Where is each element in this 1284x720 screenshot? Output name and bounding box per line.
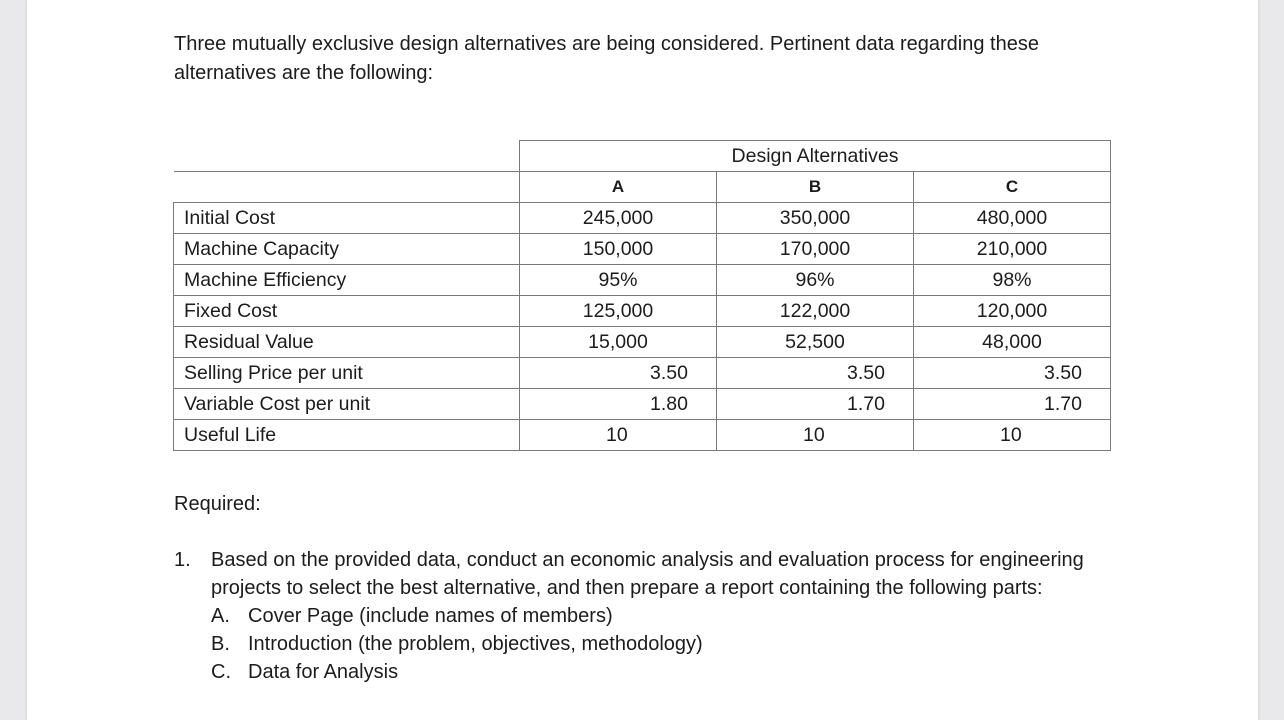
- task-number: 1.: [174, 549, 191, 571]
- cell-a: 245,000: [520, 203, 717, 234]
- table-row: [174, 203, 1111, 234]
- cell-c: 1.70: [914, 389, 1111, 420]
- row-label: Residual Value: [174, 327, 520, 358]
- cell-b: 1.70: [717, 389, 914, 420]
- cell-c: 210,000: [914, 234, 1111, 265]
- cell-b: 96%: [717, 265, 914, 296]
- table-row: [174, 327, 1111, 358]
- table-row: [174, 234, 1111, 265]
- cell-b: 170,000: [717, 234, 914, 265]
- row-label: Selling Price per unit: [174, 358, 520, 389]
- list-item: [174, 546, 1134, 686]
- table-row: [174, 265, 1111, 296]
- part-text: Cover Page (include names of members): [248, 605, 613, 627]
- cell-b: 350,000: [717, 203, 914, 234]
- row-label: Fixed Cost: [174, 296, 520, 327]
- cell-c: 480,000: [914, 203, 1111, 234]
- design-alternatives-table: [173, 140, 1111, 451]
- table-row: [174, 296, 1111, 327]
- cell-a: 125,000: [520, 296, 717, 327]
- table-corner-cell: [174, 172, 520, 203]
- table-column-header-row: [174, 172, 1111, 203]
- cell-a: 15,000: [520, 327, 717, 358]
- required-heading: Required:: [174, 493, 261, 515]
- task-parts-list: [211, 602, 1134, 686]
- cell-a: 95%: [520, 265, 717, 296]
- table-row: [174, 389, 1111, 420]
- list-item: [211, 658, 1134, 686]
- design-alternatives-header: Design Alternatives: [520, 141, 1111, 172]
- cell-c: 98%: [914, 265, 1111, 296]
- list-item: [211, 630, 1134, 658]
- column-header-b: B: [717, 172, 914, 203]
- part-letter: B.: [211, 633, 230, 655]
- part-letter: C.: [211, 661, 231, 683]
- cell-b: 10: [717, 420, 914, 451]
- cell-a: 150,000: [520, 234, 717, 265]
- task-list: [174, 546, 1134, 686]
- cell-c: 3.50: [914, 358, 1111, 389]
- task-text: Based on the provided data, conduct an economic analysis and evaluation process for engineering projects to select the best alternative, and then prepare a report containing the following parts:: [211, 549, 1084, 599]
- column-header-a: A: [520, 172, 717, 203]
- cell-a: 10: [520, 420, 717, 451]
- part-text: Data for Analysis: [248, 661, 399, 683]
- cell-b: 3.50: [717, 358, 914, 389]
- intro-paragraph: Three mutually exclusive design alternatives are being considered. Pertinent data regarding these alternatives are the following:: [174, 33, 1039, 84]
- row-label: Machine Efficiency: [174, 265, 520, 296]
- cell-a: 3.50: [520, 358, 717, 389]
- column-header-c: C: [914, 172, 1111, 203]
- table-group-header-row: [174, 141, 1111, 172]
- row-label: Useful Life: [174, 420, 520, 451]
- cell-b: 122,000: [717, 296, 914, 327]
- cell-c: 48,000: [914, 327, 1111, 358]
- cell-b: 52,500: [717, 327, 914, 358]
- cell-c: 120,000: [914, 296, 1111, 327]
- row-label: Variable Cost per unit: [174, 389, 520, 420]
- table-row: [174, 358, 1111, 389]
- list-item: [211, 602, 1134, 630]
- table-corner-cell: [174, 141, 520, 172]
- part-text: Introduction (the problem, objectives, methodology): [248, 633, 703, 655]
- row-label: Machine Capacity: [174, 234, 520, 265]
- row-label: Initial Cost: [174, 203, 520, 234]
- part-letter: A.: [211, 605, 230, 627]
- table-row: [174, 420, 1111, 451]
- cell-c: 10: [914, 420, 1111, 451]
- document-page: [27, 0, 1258, 720]
- cell-a: 1.80: [520, 389, 717, 420]
